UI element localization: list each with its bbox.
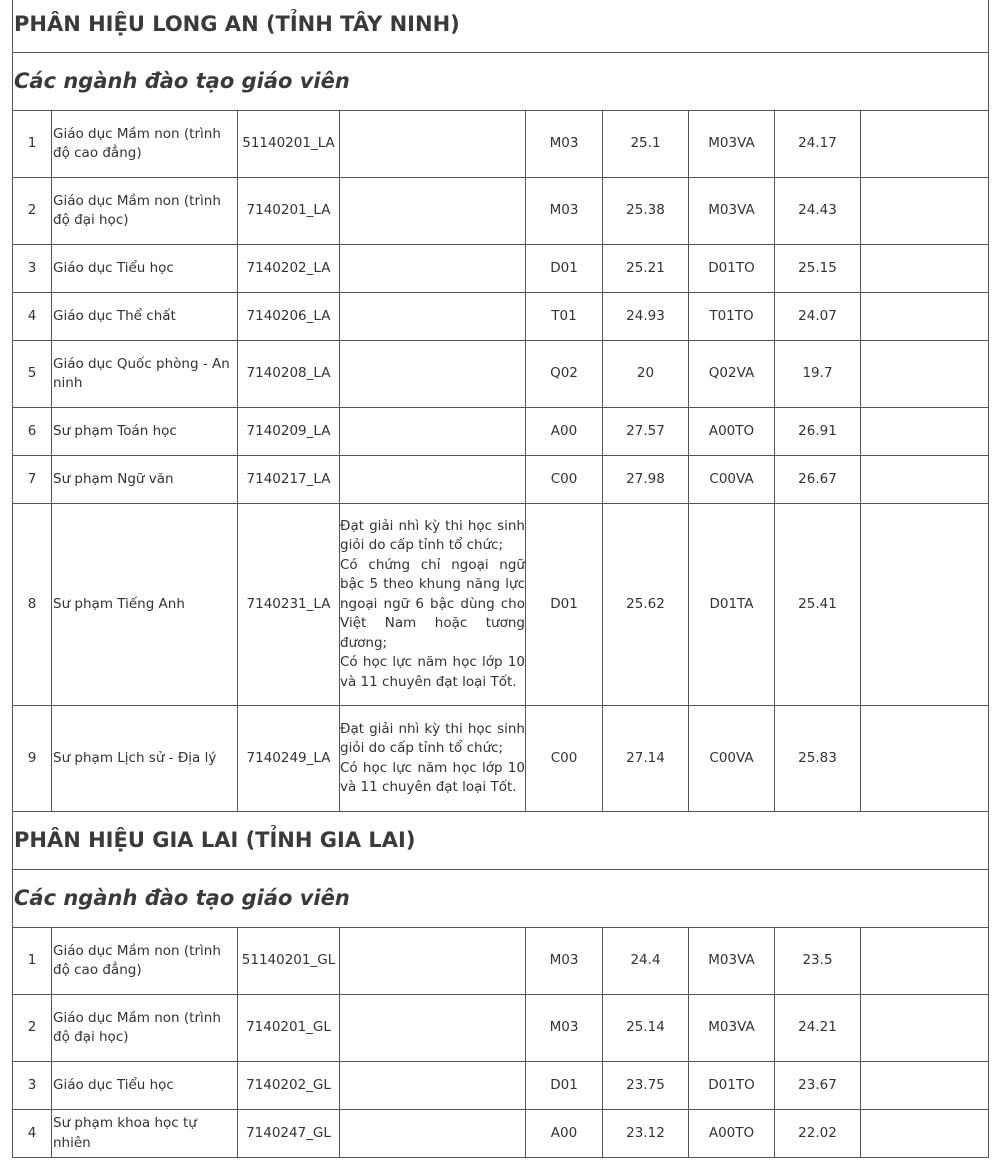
major-code: 7140202_GL bbox=[238, 1062, 340, 1110]
major-name: Sư phạm Lịch sử - Địa lý bbox=[52, 706, 238, 812]
major-code: 7140208_LA bbox=[238, 341, 340, 408]
section-title-row bbox=[13, 812, 989, 870]
table-row bbox=[13, 408, 989, 456]
major-name: Giáo dục Mầm non (trình độ đại học) bbox=[52, 995, 238, 1062]
major-name: Giáo dục Tiểu học bbox=[52, 245, 238, 293]
subject-combination: D01 bbox=[526, 245, 603, 293]
empty-cell bbox=[861, 995, 989, 1062]
subject-combination: C00 bbox=[526, 706, 603, 812]
note-line: Có học lực năm học lớp 10 và 11 chuyên đạt loại Tốt. bbox=[340, 759, 525, 795]
row-number: 3 bbox=[13, 1062, 52, 1110]
empty-cell bbox=[861, 245, 989, 293]
subject-combination: M03 bbox=[526, 178, 603, 245]
admission-note bbox=[340, 245, 526, 293]
admission-note bbox=[340, 1062, 526, 1110]
row-number: 1 bbox=[13, 928, 52, 995]
subject-combination-alt: M03VA bbox=[689, 178, 775, 245]
empty-cell bbox=[861, 408, 989, 456]
table-row bbox=[13, 341, 989, 408]
note-line: Có chứng chỉ ngoại ngữ bậc 5 theo khung năng lực ngoại ngữ 6 bậc dùng cho Việt Nam hoặc tương đương; bbox=[340, 556, 525, 651]
admission-score: 25.1 bbox=[603, 111, 689, 178]
major-name: Giáo dục Mầm non (trình độ cao đẳng) bbox=[52, 111, 238, 178]
empty-cell bbox=[861, 111, 989, 178]
admission-score: 27.98 bbox=[603, 456, 689, 504]
admission-score: 25.14 bbox=[603, 995, 689, 1062]
admission-note bbox=[340, 408, 526, 456]
subject-combination-alt: D01TA bbox=[689, 504, 775, 706]
major-code: 7140247_GL bbox=[238, 1110, 340, 1158]
subject-combination: T01 bbox=[526, 293, 603, 341]
major-name: Sư phạm Ngữ văn bbox=[52, 456, 238, 504]
row-number: 5 bbox=[13, 341, 52, 408]
table-row bbox=[13, 245, 989, 293]
subject-combination: M03 bbox=[526, 995, 603, 1062]
admission-score: 27.57 bbox=[603, 408, 689, 456]
empty-cell bbox=[861, 341, 989, 408]
admission-score: 27.14 bbox=[603, 706, 689, 812]
major-code: 7140249_LA bbox=[238, 706, 340, 812]
admission-note bbox=[340, 1110, 526, 1158]
admission-note bbox=[340, 178, 526, 245]
admission-score-alt: 23.5 bbox=[775, 928, 861, 995]
admission-score-alt: 22.02 bbox=[775, 1110, 861, 1158]
major-name: Giáo dục Tiểu học bbox=[52, 1062, 238, 1110]
empty-cell bbox=[861, 293, 989, 341]
subject-combination-alt: M03VA bbox=[689, 995, 775, 1062]
row-number: 9 bbox=[13, 706, 52, 812]
group-title: Các ngành đào tạo giáo viên bbox=[13, 53, 989, 111]
major-name: Sư phạm khoa học tự nhiên bbox=[52, 1110, 238, 1158]
row-number: 6 bbox=[13, 408, 52, 456]
admission-score: 20 bbox=[603, 341, 689, 408]
table-row bbox=[13, 706, 989, 812]
subject-combination: Q02 bbox=[526, 341, 603, 408]
admission-score: 24.4 bbox=[603, 928, 689, 995]
section-title: PHÂN HIỆU LONG AN (TỈNH TÂY NINH) bbox=[13, 0, 989, 53]
admission-note bbox=[340, 504, 526, 706]
note-line: Có học lực năm học lớp 10 và 11 chuyên đạt loại Tốt. bbox=[340, 654, 525, 690]
table-row bbox=[13, 178, 989, 245]
row-number: 1 bbox=[13, 111, 52, 178]
major-code: 7140201_LA bbox=[238, 178, 340, 245]
group-title-row bbox=[13, 53, 989, 111]
admission-note bbox=[340, 995, 526, 1062]
admission-score-alt: 26.91 bbox=[775, 408, 861, 456]
major-name: Giáo dục Mầm non (trình độ đại học) bbox=[52, 178, 238, 245]
subject-combination-alt: D01TO bbox=[689, 245, 775, 293]
subject-combination: D01 bbox=[526, 504, 603, 706]
table-row bbox=[13, 1110, 989, 1158]
table-row bbox=[13, 1062, 989, 1110]
row-number: 4 bbox=[13, 1110, 52, 1158]
group-title: Các ngành đào tạo giáo viên bbox=[13, 870, 989, 928]
subject-combination: D01 bbox=[526, 1062, 603, 1110]
subject-combination-alt: Q02VA bbox=[689, 341, 775, 408]
admission-score-alt: 23.67 bbox=[775, 1062, 861, 1110]
subject-combination: A00 bbox=[526, 408, 603, 456]
admission-note bbox=[340, 111, 526, 178]
admission-score-alt: 25.15 bbox=[775, 245, 861, 293]
major-code: 7140206_LA bbox=[238, 293, 340, 341]
row-number: 8 bbox=[13, 504, 52, 706]
subject-combination-alt: M03VA bbox=[689, 111, 775, 178]
subject-combination: M03 bbox=[526, 111, 603, 178]
admission-table bbox=[12, 0, 989, 1158]
subject-combination-alt: A00TO bbox=[689, 1110, 775, 1158]
admission-note bbox=[340, 456, 526, 504]
major-name: Sư phạm Toán học bbox=[52, 408, 238, 456]
admission-score-alt: 24.43 bbox=[775, 178, 861, 245]
subject-combination-alt: A00TO bbox=[689, 408, 775, 456]
admission-note bbox=[340, 928, 526, 995]
subject-combination-alt: C00VA bbox=[689, 456, 775, 504]
major-code: 7140209_LA bbox=[238, 408, 340, 456]
table-row bbox=[13, 995, 989, 1062]
admission-score: 25.21 bbox=[603, 245, 689, 293]
subject-combination-alt: D01TO bbox=[689, 1062, 775, 1110]
admission-score: 25.62 bbox=[603, 504, 689, 706]
empty-cell bbox=[861, 456, 989, 504]
major-code: 51140201_LA bbox=[238, 111, 340, 178]
admission-score: 23.75 bbox=[603, 1062, 689, 1110]
empty-cell bbox=[861, 178, 989, 245]
row-number: 3 bbox=[13, 245, 52, 293]
major-code: 7140231_LA bbox=[238, 504, 340, 706]
major-code: 7140201_GL bbox=[238, 995, 340, 1062]
admission-score: 24.93 bbox=[603, 293, 689, 341]
admission-score-alt: 26.67 bbox=[775, 456, 861, 504]
subject-combination-alt: M03VA bbox=[689, 928, 775, 995]
empty-cell bbox=[861, 1110, 989, 1158]
admission-score: 25.38 bbox=[603, 178, 689, 245]
major-name: Giáo dục Thể chất bbox=[52, 293, 238, 341]
group-title-row bbox=[13, 870, 989, 928]
row-number: 4 bbox=[13, 293, 52, 341]
table-row bbox=[13, 111, 989, 178]
admission-table-body bbox=[13, 0, 989, 1158]
admission-note bbox=[340, 341, 526, 408]
admission-score-alt: 24.17 bbox=[775, 111, 861, 178]
major-name: Giáo dục Mầm non (trình độ cao đẳng) bbox=[52, 928, 238, 995]
admission-score-alt: 25.83 bbox=[775, 706, 861, 812]
empty-cell bbox=[861, 928, 989, 995]
major-code: 7140217_LA bbox=[238, 456, 340, 504]
major-code: 51140201_GL bbox=[238, 928, 340, 995]
subject-combination-alt: C00VA bbox=[689, 706, 775, 812]
table-row bbox=[13, 504, 989, 706]
empty-cell bbox=[861, 706, 989, 812]
admission-score-alt: 25.41 bbox=[775, 504, 861, 706]
admission-note bbox=[340, 706, 526, 812]
major-code: 7140202_LA bbox=[238, 245, 340, 293]
empty-cell bbox=[861, 1062, 989, 1110]
table-row bbox=[13, 293, 989, 341]
admission-score: 23.12 bbox=[603, 1110, 689, 1158]
note-line: Đạt giải nhì kỳ thi học sinh giỏi do cấp tỉnh tổ chức; bbox=[340, 517, 525, 554]
admission-score-alt: 24.21 bbox=[775, 995, 861, 1062]
subject-combination: C00 bbox=[526, 456, 603, 504]
row-number: 7 bbox=[13, 456, 52, 504]
note-line: Đạt giải nhì kỳ thi học sinh giỏi do cấp tỉnh tổ chức; bbox=[340, 720, 525, 756]
subject-combination-alt: T01TO bbox=[689, 293, 775, 341]
empty-cell bbox=[861, 504, 989, 706]
admission-score-alt: 24.07 bbox=[775, 293, 861, 341]
subject-combination: A00 bbox=[526, 1110, 603, 1158]
admission-score-alt: 19.7 bbox=[775, 341, 861, 408]
major-name: Giáo dục Quốc phòng - An ninh bbox=[52, 341, 238, 408]
row-number: 2 bbox=[13, 995, 52, 1062]
section-title: PHÂN HIỆU GIA LAI (TỈNH GIA LAI) bbox=[13, 812, 989, 870]
table-row bbox=[13, 928, 989, 995]
row-number: 2 bbox=[13, 178, 52, 245]
subject-combination: M03 bbox=[526, 928, 603, 995]
major-name: Sư phạm Tiếng Anh bbox=[52, 504, 238, 706]
section-title-row bbox=[13, 0, 989, 53]
table-row bbox=[13, 456, 989, 504]
admission-note bbox=[340, 293, 526, 341]
